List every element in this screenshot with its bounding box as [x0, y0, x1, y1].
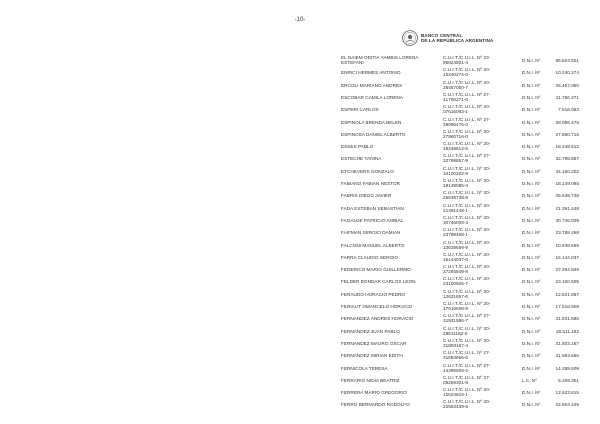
record-cuit: C.U.I.T./C.U.I.L. Nº 20-16144037-0 [443, 251, 491, 262]
record-name: ESSES PABLO [341, 144, 374, 150]
record-doc-type: D.N.I. Nº [522, 267, 541, 273]
record-cuit: C.U.I.T./C.U.I.L. Nº 23-95824501-4 [443, 55, 491, 65]
record-name: FERNICOLA TERESA [341, 365, 388, 371]
record-cuit: C.U.I.T./C.U.I.L. Nº 20-31803167-4 [443, 337, 491, 348]
record-doc-type: D.N.I. Nº [522, 205, 541, 211]
record-doc-number: 26.457.050 [555, 82, 579, 88]
record-doc-number: 34.100.202 [555, 168, 579, 174]
record-doc-type: D.N.I. Nº [522, 316, 541, 322]
record-cuit: C.U.I.T./C.U.I.L. Nº 20-25638738-8 [443, 190, 491, 201]
record-name: FERNANDEZ ANDRES HORACIO [341, 316, 414, 322]
record-doc-number: 31.931.586 [555, 316, 579, 322]
record-cuit: C.U.I.T./C.U.I.L. Nº 27-32798857-9 [443, 153, 491, 164]
record-row [0, 227, 600, 239]
record-doc-number: 27.860.716 [555, 131, 579, 137]
record-doc-number: 5.269.301 [558, 377, 579, 383]
record-row [0, 80, 600, 92]
record-doc-type: D.N.I. Nº [522, 242, 541, 248]
record-cuit: C.U.I.T./C.U.I.L. Nº 20-28511182-0 [443, 325, 491, 336]
record-doc-type: D.N.I. Nº [522, 168, 541, 174]
record-doc-type: D.N.I. Nº [522, 402, 541, 408]
record-doc-type: D.N.I. Nº [522, 353, 541, 359]
record-doc-number: 18.149.085 [555, 181, 579, 186]
record-row [0, 289, 600, 301]
record-doc-type: D.N.I. Nº [522, 94, 541, 100]
record-cuit: C.U.I.T./C.U.I.L. Nº 20-30746009-3 [443, 214, 491, 225]
record-row [0, 387, 600, 399]
record-row [0, 338, 600, 350]
record-name: ESPINOLA BRENDA BELEN [341, 119, 402, 125]
record-name: ERCOLI MARIANO ANDRES [341, 82, 403, 88]
record-cuit: C.U.I.T./C.U.I.L. Nº 20-17616608-9 [443, 301, 491, 311]
record-name: FAGALDE PATRICIO ANIBAL [341, 217, 404, 223]
record-doc-type: D.N.I. Nº [522, 144, 541, 150]
record-doc-type: D.N.I. Nº [522, 254, 541, 260]
record-cuit: C.U.I.T./C.U.I.L. Nº 20-27294849-8 [443, 264, 491, 275]
record-cuit: C.U.I.T./C.U.I.L. Nº 27-41766271-0 [443, 91, 491, 102]
record-name: FERIAUT OMARCELO HORACIO [341, 304, 413, 309]
record-doc-number: 18.248.612 [555, 144, 579, 150]
record-row [0, 276, 600, 288]
record-doc-type: L.C. Nº [522, 377, 537, 383]
record-doc-number: 31.803.167 [555, 340, 579, 346]
record-doc-number: 25.638.738 [555, 193, 579, 199]
record-row [0, 313, 600, 325]
record-name: FERRERA MARIO GREGORIO [341, 390, 407, 396]
record-doc-number: 27.294.849 [555, 267, 579, 273]
record-row [0, 104, 600, 116]
record-row [0, 363, 600, 375]
record-doc-number: 21.391.448 [555, 205, 579, 211]
record-name: ENRICI HERMES ANTONIO [341, 70, 401, 76]
record-cuit: C.U.I.T./C.U.I.L. Nº 20-07616083-1 [443, 104, 491, 115]
record-cuit: C.U.I.T./C.U.I.L. Nº 20-18149085-3 [443, 178, 491, 188]
record-row [0, 129, 600, 141]
record-row [0, 178, 600, 190]
record-row [0, 215, 600, 227]
record-doc-type: D.N.I. Nº [522, 304, 541, 309]
record-row [0, 203, 600, 215]
record-doc-number: 31.683.666 [555, 353, 579, 359]
record-name: FALCONI MANUEL ALBERTO [341, 242, 405, 248]
record-row [0, 67, 600, 79]
bank-seal-logo [402, 30, 418, 46]
record-cuit: C.U.I.T./C.U.I.L. Nº 20-18248612-5 [443, 141, 491, 152]
record-name: ESCOBAR CAMILA LORENA [341, 94, 403, 100]
record-doc-type: D.N.I. Nº [522, 291, 541, 297]
record-doc-number: 14.289.609 [555, 365, 579, 371]
record-doc-type: D.N.I. Nº [522, 107, 541, 113]
page-number: -10- [294, 17, 306, 23]
record-row [0, 252, 600, 264]
record-row [0, 117, 600, 129]
record-row [0, 375, 600, 387]
record-row [0, 301, 600, 313]
record-row [0, 399, 600, 411]
record-name: ESPINOSA DANIEL ALBERTO [341, 131, 406, 137]
record-doc-number: 7.616.083 [558, 107, 579, 113]
record-name: ESTECHE YANINA [341, 156, 382, 162]
record-row [0, 166, 600, 178]
record-row [0, 153, 600, 165]
record-row [0, 55, 600, 67]
record-doc-type: D.N.I. Nº [522, 131, 541, 137]
record-doc-type: D.N.I. Nº [522, 279, 541, 285]
record-doc-number: 12.623.815 [555, 390, 579, 396]
record-name: FABIANO FABIAN NESTOR [341, 181, 401, 186]
record-cuit: C.U.I.T./C.U.I.L. Nº 27-31931586-7 [443, 313, 491, 324]
record-cuit: C.U.I.T./C.U.I.L. Nº 20-23788468-1 [443, 227, 491, 238]
record-doc-number: 32.798.857 [555, 156, 579, 162]
record-cuit: C.U.I.T./C.U.I.L. Nº 27-39096476-0 [443, 116, 491, 127]
record-name: ESPERI CARLOS [341, 107, 379, 113]
record-doc-type: D.N.I. Nº [522, 119, 541, 125]
record-cuit: C.U.I.T./C.U.I.L. Nº 20-23100505-7 [443, 276, 491, 287]
record-name: FERRARIO NIDIA BEATRIZ [341, 377, 400, 383]
record-doc-type: D.N.I. Nº [522, 328, 541, 334]
record-doc-number: 16.144.037 [555, 254, 579, 260]
record-doc-number: 41.766.271 [555, 94, 579, 100]
record-doc-number: 23.100.505 [555, 279, 579, 285]
record-cuit: C.U.I.T./C.U.I.L. Nº 20-10240274-0 [443, 67, 491, 78]
bank-name-line-1: BANCO CENTRAL [421, 32, 463, 38]
record-cuit: C.U.I.T./C.U.I.L. Nº 20-10638659-9 [443, 239, 491, 250]
record-cuit: C.U.I.T./C.U.I.L. Nº 20-26457050-7 [443, 79, 491, 90]
record-name: FABRIS DIEGO JAVIER [341, 193, 392, 199]
record-doc-number: 95.824.501 [555, 58, 579, 63]
record-cuit: C.U.I.T./C.U.I.L. Nº 20-21391448-1 [443, 202, 491, 213]
record-doc-number: 22.563.439 [555, 402, 579, 408]
record-cuit: C.U.I.T./C.U.I.L. Nº 20-34100202-9 [443, 165, 491, 176]
record-doc-number: 10.240.274 [555, 70, 579, 76]
record-doc-type: D.N.I. Nº [522, 156, 541, 162]
record-name: FAIFMAN SERGIO DAMIAN [341, 230, 401, 236]
bank-header [402, 30, 493, 46]
record-name: FELDER BONDAR CARLOS LEON [341, 279, 416, 285]
record-doc-type: D.N.I. Nº [522, 340, 541, 346]
record-doc-type: D.N.I. Nº [522, 390, 541, 396]
record-cuit: C.U.I.T./C.U.I.L. Nº 20-22563439-5 [443, 399, 491, 410]
record-doc-number: 12.621.857 [555, 291, 579, 297]
record-doc-number: 28.511.182 [555, 328, 579, 334]
record-doc-type: D.N.I. Nº [522, 193, 541, 199]
record-doc-number: 39.096.476 [555, 119, 579, 125]
record-cuit: C.U.I.T./C.U.I.L. Nº 27-05269301-8 [443, 374, 491, 385]
record-name: FERNANDEZ MAURO OSCAR [341, 340, 407, 346]
record-doc-type: D.N.I. Nº [522, 365, 541, 371]
record-cuit: C.U.I.T./C.U.I.L. Nº 20-12621857-6 [443, 288, 491, 299]
record-name: FARRA CLAUDIO SERGIO [341, 254, 399, 260]
record-name: ETCHEVERS GONZALO [341, 168, 394, 174]
record-row [0, 190, 600, 202]
record-doc-number: 23.788.468 [555, 230, 579, 236]
record-name: FERAUDO HORACIO PEDRO [341, 291, 406, 297]
record-doc-number: 10.638.659 [555, 242, 579, 248]
record-name: FERRO BERNARDO RODOLFO [341, 402, 410, 408]
record-name: EL NAIEM ODITIA YAMBIS LORENA ESTEFANI [341, 55, 419, 65]
record-doc-type: D.N.I. Nº [522, 82, 541, 88]
record-doc-type: D.N.I. Nº [522, 70, 541, 76]
record-cuit: C.U.I.T./C.U.I.L. Nº 27-31683666-6 [443, 350, 491, 361]
record-row [0, 350, 600, 362]
record-doc-type: D.N.I. Nº [522, 230, 541, 236]
record-row [0, 92, 600, 104]
record-doc-type: D.N.I. Nº [522, 217, 541, 223]
record-name: FERNANDEZ JUAN PABLO [341, 328, 400, 334]
record-row [0, 141, 600, 153]
record-doc-number: 17.616.608 [555, 304, 579, 309]
record-name: FERNANDEZ MIRIAN EDITH [341, 353, 403, 359]
record-cuit: C.U.I.T./C.U.I.L. Nº 27-14289609-2 [443, 362, 491, 373]
bank-name-line-2: DE LA REPÚBLICA ARGENTINA [421, 38, 494, 43]
record-cuit: C.U.I.T./C.U.I.L. Nº 20-27860716-0 [443, 128, 491, 139]
record-doc-type: D.N.I. Nº [522, 58, 541, 63]
record-name: FADA ESTEBAN SEBASTIAN [341, 205, 404, 211]
record-cuit: C.U.I.T./C.U.I.L. Nº 20-12623815-1 [443, 387, 491, 398]
record-row [0, 326, 600, 338]
record-row [0, 264, 600, 276]
record-name: FEDERICO MARIO GUILLERMO [341, 267, 411, 273]
record-doc-number: 30.746.009 [555, 217, 579, 223]
record-doc-type: D.N.I. Nº [522, 181, 541, 186]
bank-name [421, 33, 493, 44]
record-row [0, 240, 600, 252]
